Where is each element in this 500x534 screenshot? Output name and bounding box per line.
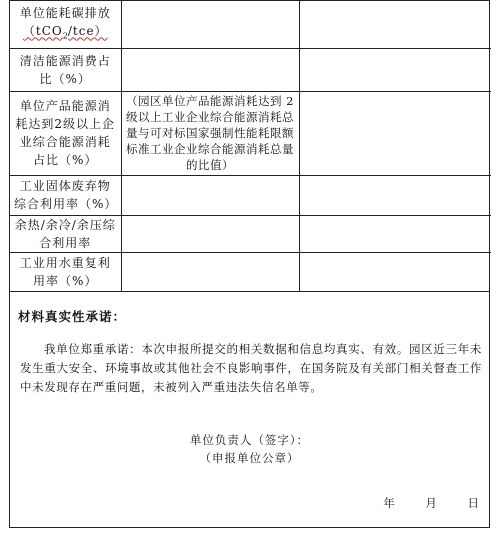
- seal-label: （申报单位公章）: [199, 451, 300, 465]
- value-cell[interactable]: [121, 215, 299, 252]
- month-label: 月: [425, 496, 437, 510]
- indicator-label: 余热/余冷/余压综合利用率: [10, 215, 121, 252]
- table-row: [10, 175, 491, 215]
- signer-label: 单位负责人（签字）：: [189, 433, 310, 447]
- commitment-section: [10, 291, 489, 527]
- declaration-form: [9, 0, 490, 528]
- indicator-label: 工业固体废弃物综合利用率（%）: [10, 175, 121, 215]
- table-row: [10, 48, 491, 91]
- indicator-label: 单位能耗碳排放 （tCO$_2$/tce）: [10, 1, 121, 48]
- note-cell: [299, 1, 491, 48]
- note-cell: [299, 252, 491, 291]
- day-label: 日: [467, 496, 479, 510]
- table-row: [10, 252, 491, 291]
- indicator-label: 单位产品能源消耗达到2级以上企业综合能源消耗占比（%）: [10, 91, 121, 175]
- commitment-body: 我单位郑重承诺：本次申报所提交的相关数据和信息均真实、有效。园区近三年未发生重大安全、环境事故或其他社会不良影响事件，在国务院及有关部门相关督查工作中未发现存在严重问题，未被列入严重违法失信名单等。: [20, 342, 482, 394]
- value-cell[interactable]: [121, 48, 299, 91]
- table-row: [10, 1, 491, 48]
- note-cell: [299, 91, 491, 175]
- value-cell[interactable]: [121, 175, 299, 215]
- date-line: [356, 495, 479, 511]
- indicator-label: 工业用水重复利用率（%）: [10, 252, 121, 291]
- table-row: [10, 91, 491, 175]
- indicator-table: [10, 1, 491, 291]
- indicator-label: 清洁能源消费占比（%）: [10, 48, 121, 91]
- note-cell: [299, 48, 491, 91]
- note-cell: [299, 175, 491, 215]
- value-cell[interactable]: [121, 1, 299, 48]
- table-row: [10, 215, 491, 252]
- unit-text: （tCO$_2$/tce）: [22, 23, 108, 40]
- note-cell: [299, 215, 491, 252]
- indicator-note: （园区单位产品能源消耗达到 2 级以上工业企业综合能源消耗总量与可对标国家强制性能耗限额标准工业企业综合能源消耗总量的比值）: [121, 91, 299, 175]
- value-cell[interactable]: [121, 252, 299, 291]
- year-label: 年: [383, 496, 395, 510]
- commitment-title: 材料真实性承诺：: [18, 309, 127, 324]
